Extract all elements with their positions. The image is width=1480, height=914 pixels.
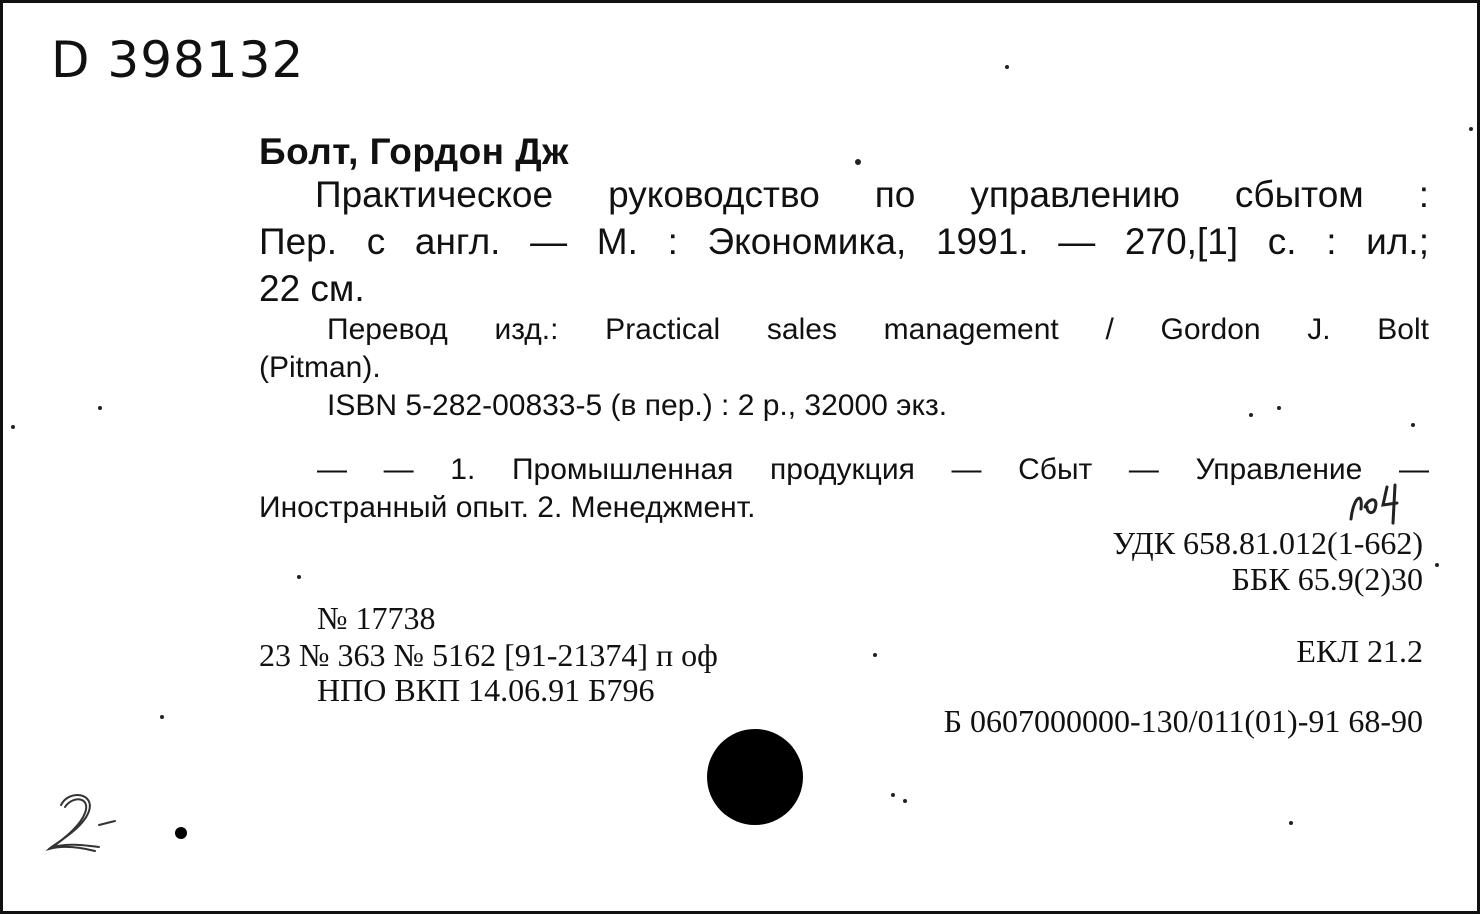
bbk-code: ББК 65.9(2)30 [1231,561,1423,597]
speck [11,425,15,429]
udk-code: УДК 658.81.012(1-662) [1112,525,1423,561]
ekl-code: ЕКЛ 21.2 [1296,633,1423,669]
punch-hole [707,729,803,825]
original-line: Перевод изд.: Practical sales management / Gordon J. Bolt [327,313,1429,346]
handwritten-mark-icon [1343,479,1413,529]
speck [903,799,907,803]
subject-line: — — 1. Промышленная продукция — Сбыт — Управление — [317,453,1429,486]
print-info-line: 23 № 363 № 5162 [91-21374] п оф [259,637,718,673]
ink-dot [175,827,187,839]
author-heading: Болт, Гордон Дж [259,131,569,172]
npo-line: НПО ВКП 14.06.91 Б796 [317,672,655,708]
speck [1435,563,1439,567]
speck [160,715,164,719]
b-code: Б 0607000000-130/011(01)-91 68-90 [943,703,1423,739]
speck [873,653,877,657]
record-number: № 17738 [317,600,436,636]
speck [98,406,102,410]
original-title-note [259,311,1429,425]
handwritten-corner-mark-icon [39,785,129,865]
speck [1005,65,1009,69]
speck [1277,406,1281,410]
handwritten-call-number: D 398132 [51,31,305,89]
speck [891,793,895,797]
isbn-line: ISBN 5-282-00833-5 (в пер.) : 2 р., 32000 экз. [327,389,948,422]
speck [1249,413,1253,417]
subject-line: Иностранный опыт. 2. Менеджмент. [259,491,756,524]
title-line: Практическое руководство по управлению сбытом : [315,174,1429,215]
speck [1469,127,1473,131]
speck [1411,423,1415,427]
subject-headings [259,451,1429,527]
speck [1289,821,1293,825]
original-line: (Pitman). [259,351,381,384]
title-description [259,171,1429,312]
title-line: 22 см. [259,268,365,309]
title-line: Пер. с англ. — М. : Экономика, 1991. — 270,[1] с. : ил.; [259,221,1429,262]
speck [855,159,861,165]
speck [297,575,301,579]
